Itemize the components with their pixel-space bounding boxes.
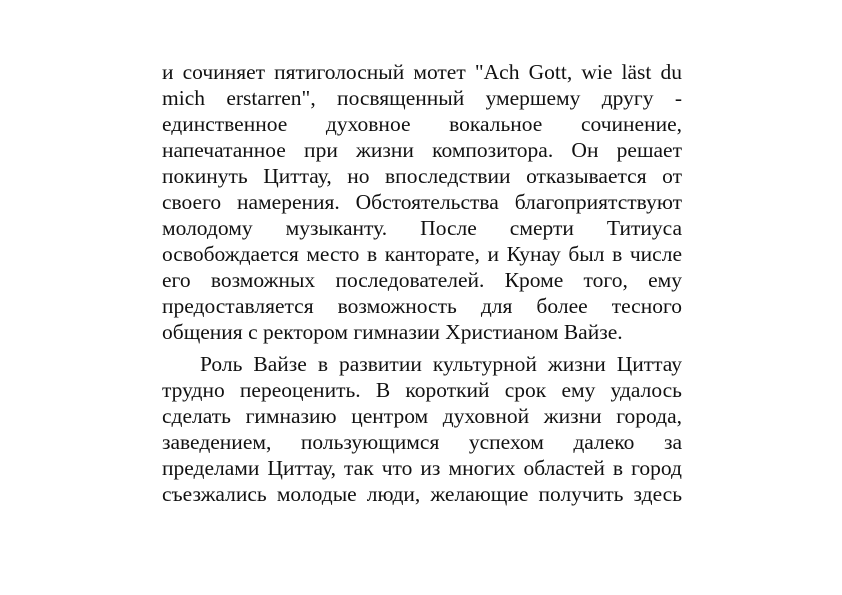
text-line: своего намерения. Обстоятельства благоприятствуют <box>162 190 682 214</box>
text-line: трудно переоценить. В короткий срок ему удалось <box>162 378 682 402</box>
text-line: Роль Вайзе в развитии культурной жизни Циттау <box>200 352 682 376</box>
text-line: съезжались молодые люди, желающие получить здесь <box>162 482 682 506</box>
text-line: напечатанное при жизни композитора. Он решает <box>162 138 682 162</box>
text-line: молодому музыканту. После смерти Титиуса <box>162 216 682 240</box>
text-line: покинуть Циттау, но впоследствии отказывается от <box>162 164 682 188</box>
paragraph-1 <box>162 59 682 345</box>
text-line: сделать гимназию центром духовной жизни города, <box>162 404 682 428</box>
body-text <box>162 59 682 507</box>
text-line: и сочиняет пятиголосный мотет "Ach Gott, wie läst du <box>162 60 682 84</box>
text-line: пределами Циттау, так что из многих областей в город <box>162 456 682 480</box>
text-line: общения с ректором гимназии Христианом Вайзе. <box>162 320 623 344</box>
text-line: предоставляется возможность для более тесного <box>162 294 682 318</box>
paragraph-2 <box>162 351 682 507</box>
text-line: освобождается место в канторате, и Кунау был в числе <box>162 242 682 266</box>
text-line: mich erstarren", посвященный умершему другу - <box>162 86 682 110</box>
text-line: единственное духовное вокальное сочинение, <box>162 112 682 136</box>
text-line: его возможных последователей. Кроме того, ему <box>162 268 682 292</box>
text-line: заведением, пользующимся успехом далеко за <box>162 430 682 454</box>
